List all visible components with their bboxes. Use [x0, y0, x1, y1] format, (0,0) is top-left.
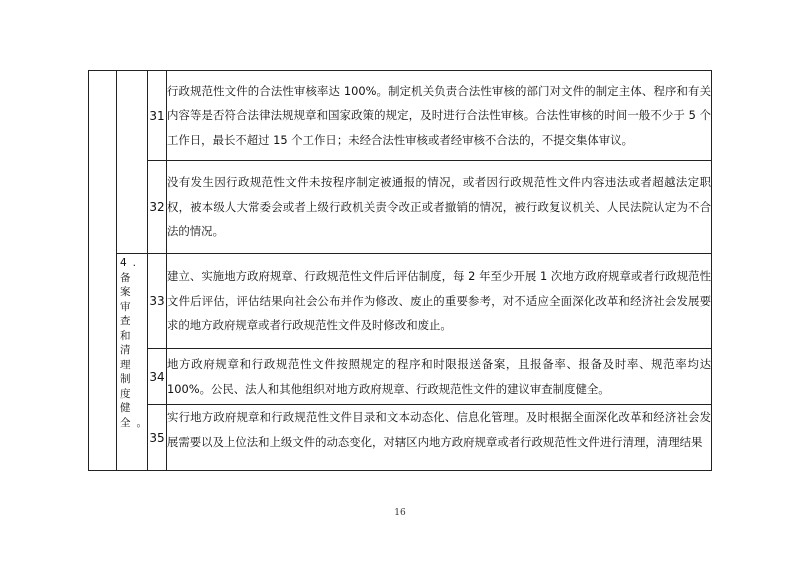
table-row [89, 349, 712, 405]
row-text: 建立、实施地方政府规章、行政规范性文件后评估制度，每 2 年至少开展 1 次地方政府规章或者行政规范性文件后评估，评估结果向社会公布并作为修改、废止的重要参考，对不适应全面深化改革和经济社会发展要求的地方政府规章或者行政规范性文件及时修改和废止。 [167, 254, 712, 349]
row-text: 地方政府规章和行政规范性文件按照规定的程序和时限报送备案，且报备率、报备及时率、规范率均达 100%。公民、法人和其他组织对地方政府规章、行政规范性文件的建议审查制度健全。 [167, 349, 712, 405]
category-cell [89, 71, 117, 471]
row-text: 实行地方政府规章和行政规范性文件目录和文本动态化、信息化管理。及时根据全面深化改革和经济社会发展需要以及上位法和上级文件的动态变化，对辖区内地方政府规章或者行政规范性文件进行清理，清理结果 [167, 405, 712, 471]
row-text: 行政规范性文件的合法性审核率达 100%。制定机关负责合法性审核的部门对文件的制定主体、程序和有关内容等是否符合法律法规规章和国家政策的规定，及时进行合法性审核。合法性审核的时间一般不少于 5 个工作日，最长不超过 15 个工作日；未经合法性审核或者经审核不合法的，不提交集体审议。 [167, 71, 712, 161]
subcategory-label: 4. 备案审查和清理制度健全。 [120, 257, 153, 429]
row-number: 34 [148, 349, 167, 405]
table-row [89, 254, 712, 349]
row-text: 没有发生因行政规范性文件未按程序制定被通报的情况，或者因行政规范性文件内容违法或者超越法定职权，被本级人大常委会或者上级行政机关责令改正或者撤销的情况，被行政复议机关、人民法院认定为不合法的情况。 [167, 161, 712, 254]
row-number: 31 [148, 71, 167, 161]
row-number: 32 [148, 161, 167, 254]
table-row [89, 161, 712, 254]
table-row [89, 71, 712, 161]
subcategory-cell-empty [117, 71, 148, 254]
subcategory-cell [117, 254, 153, 471]
evaluation-table [88, 70, 712, 471]
row-number: 33 [148, 254, 167, 349]
page-number: 16 [394, 508, 406, 518]
table-row [89, 405, 712, 471]
row-number: 35 [148, 405, 167, 471]
